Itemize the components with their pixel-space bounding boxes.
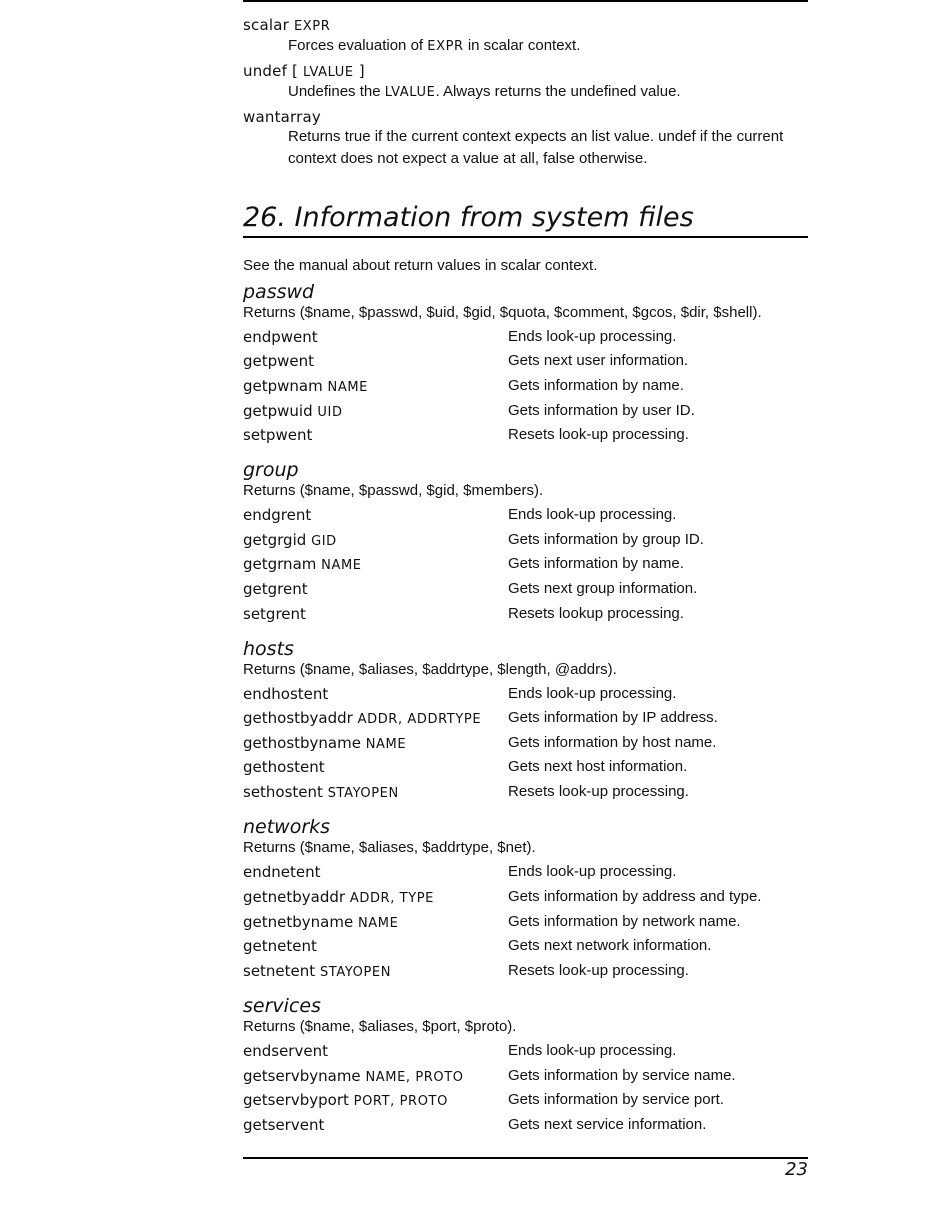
function-description: Gets next group information. — [508, 580, 698, 597]
table-row — [243, 402, 808, 426]
function-name: getgrgid GID — [243, 531, 337, 549]
function-name: setnetent STAYOPEN — [243, 962, 392, 980]
function-description: Gets next host information. — [508, 758, 688, 775]
entry-arg: EXPR — [293, 19, 331, 34]
returns-text: Returns ($name, $aliases, $addrtype, $length, @addrs). — [243, 661, 617, 678]
function-description: Ends look-up processing. — [508, 863, 677, 880]
table-row — [243, 426, 808, 450]
function-description: Resets lookup processing. — [508, 605, 684, 622]
table-row — [243, 377, 808, 401]
function-description: Gets information by name. — [508, 377, 684, 394]
function-description: Gets next user information. — [508, 352, 689, 369]
entry-arg-suffix: ] — [358, 62, 365, 80]
entry-scalar-description: Forces evaluation of EXPR in scalar context. — [288, 37, 581, 54]
function-name: getpwuid UID — [243, 402, 343, 420]
entry-undef-description: Undefines the LVALUE. Always returns the undefined value. — [288, 83, 681, 100]
function-name: gethostent — [243, 758, 325, 776]
function-description: Gets information by network name. — [508, 913, 741, 930]
returns-text: Returns ($name, $aliases, $port, $proto). — [243, 1018, 517, 1035]
function-description: Gets information by service name. — [508, 1067, 736, 1084]
table-row — [243, 1042, 808, 1066]
function-description: Gets information by host name. — [508, 734, 717, 751]
function-name: getnetbyname NAME — [243, 913, 399, 931]
table-row — [243, 709, 808, 733]
table-row — [243, 1116, 808, 1140]
table-row — [243, 1091, 808, 1115]
function-description: Ends look-up processing. — [508, 1042, 677, 1059]
function-name: endgrent — [243, 506, 312, 524]
function-description: Gets next network information. — [508, 937, 712, 954]
entry-arg: LVALUE — [303, 65, 354, 80]
function-name: getgrnam NAME — [243, 555, 362, 573]
function-description: Resets look-up processing. — [508, 783, 689, 800]
table-row — [243, 1067, 808, 1091]
function-name: getgrent — [243, 580, 308, 598]
table-row — [243, 531, 808, 555]
table-row — [243, 734, 808, 758]
function-description: Gets information by group ID. — [508, 531, 704, 548]
function-name: sethostent STAYOPEN — [243, 783, 399, 801]
entry-name: undef [ — [243, 62, 299, 80]
function-name: endservent — [243, 1042, 328, 1060]
subsection-title: networks — [243, 816, 331, 838]
entry-name: wantarray — [243, 108, 321, 126]
table-row — [243, 506, 808, 530]
function-name: endhostent — [243, 685, 329, 703]
function-name: gethostbyaddr ADDR, ADDRTYPE — [243, 709, 482, 727]
subsection-title: hosts — [243, 638, 294, 660]
subsection-title: passwd — [243, 281, 315, 303]
function-name: getnetbyaddr ADDR, TYPE — [243, 888, 434, 906]
function-name: gethostbyname NAME — [243, 734, 407, 752]
function-name: getservbyname NAME, PROTO — [243, 1067, 464, 1085]
table-row — [243, 685, 808, 709]
top-rule — [243, 0, 808, 2]
function-name: setgrent — [243, 605, 306, 623]
function-name: endpwent — [243, 328, 318, 346]
entry-wantarray — [243, 108, 321, 126]
entry-undef — [243, 62, 365, 80]
function-description: Resets look-up processing. — [508, 962, 689, 979]
function-description: Gets information by name. — [508, 555, 684, 572]
function-description: Ends look-up processing. — [508, 506, 677, 523]
subsection-title: services — [243, 995, 321, 1017]
function-description: Resets look-up processing. — [508, 426, 689, 443]
table-row — [243, 962, 808, 986]
table-row — [243, 863, 808, 887]
intro-text: See the manual about return values in scalar context. — [243, 257, 598, 274]
table-row — [243, 605, 808, 629]
entry-wantarray-description: Returns true if the current context expects an list value. undef if the current context does not expect a value at all, false otherwise. — [288, 128, 784, 167]
entry-scalar — [243, 16, 330, 34]
returns-text: Returns ($name, $passwd, $gid, $members). — [243, 482, 544, 499]
table-row — [243, 352, 808, 376]
function-description: Gets next service information. — [508, 1116, 707, 1133]
function-name: getnetent — [243, 937, 317, 955]
table-row — [243, 328, 808, 352]
bottom-rule — [243, 1157, 808, 1159]
function-description: Gets information by user ID. — [508, 402, 695, 419]
function-name: endnetent — [243, 863, 321, 881]
table-row — [243, 937, 808, 961]
entry-name: scalar — [243, 16, 289, 34]
function-description: Gets information by address and type. — [508, 888, 762, 905]
function-name: getpwent — [243, 352, 315, 370]
function-name: getservent — [243, 1116, 325, 1134]
subsection-title: group — [243, 459, 299, 481]
function-description: Ends look-up processing. — [508, 328, 677, 345]
returns-text: Returns ($name, $aliases, $addrtype, $net). — [243, 839, 536, 856]
table-row — [243, 888, 808, 912]
table-row — [243, 913, 808, 937]
table-row — [243, 555, 808, 579]
table-row — [243, 758, 808, 782]
function-name: setpwent — [243, 426, 313, 444]
function-description: Gets information by service port. — [508, 1091, 724, 1108]
function-name: getservbyport PORT, PROTO — [243, 1091, 448, 1109]
function-description: Ends look-up processing. — [508, 685, 677, 702]
function-name: getpwnam NAME — [243, 377, 368, 395]
page-number: 23 — [785, 1159, 808, 1180]
returns-text: Returns ($name, $passwd, $uid, $gid, $quota, $comment, $gcos, $dir, $shell). — [243, 304, 762, 321]
table-row — [243, 783, 808, 807]
table-row — [243, 580, 808, 604]
section-heading: 26. Information from system files — [243, 201, 808, 238]
function-description: Gets information by IP address. — [508, 709, 718, 726]
